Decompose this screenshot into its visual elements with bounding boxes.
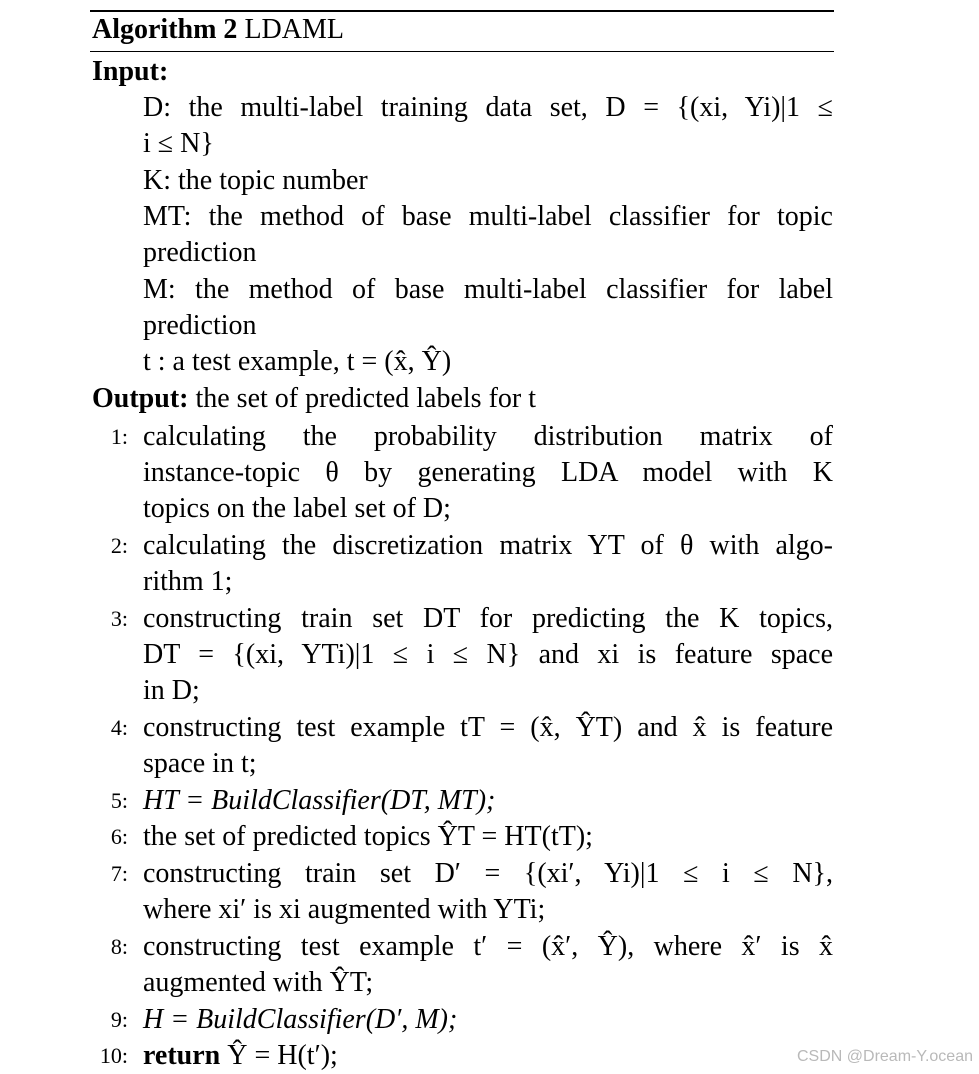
step-number: 8:: [110, 934, 128, 959]
step-number: 7:: [110, 861, 128, 886]
step-number: 6:: [110, 824, 128, 849]
step-line: space in t;: [143, 748, 257, 779]
output-label: Output:: [92, 383, 189, 414]
output-row: [92, 381, 536, 417]
step-line: augmented with ŶT;: [143, 967, 374, 998]
step-number: 5:: [110, 788, 128, 813]
step-number: 3:: [110, 606, 128, 631]
step-number: 9:: [110, 1007, 128, 1032]
step-line: in D;: [143, 675, 200, 706]
step-line: the set of predicted topics ŶT = HT(tT);: [143, 821, 593, 852]
step-line: calculating the probability distribution matrix of: [143, 421, 833, 452]
input-line: MT: the method of base multi-label classifier for topic: [143, 201, 833, 232]
input-line: prediction: [143, 237, 257, 268]
step-line: topics on the label set of D;: [143, 493, 451, 524]
output-text: the set of predicted labels for t: [195, 383, 537, 414]
input-line: prediction: [143, 310, 257, 341]
algorithm-name: LDAML: [244, 14, 344, 45]
input-line: M: the method of base multi-label classifier for label: [143, 274, 833, 305]
step-number: 1:: [110, 424, 128, 449]
algorithm-title: [92, 12, 344, 48]
step-line: HT = BuildClassifier(DT, MT);: [143, 785, 496, 816]
input-line: t : a test example, t = (x̂, Ŷ): [143, 346, 452, 377]
step-line: constructing test example tT = (x̂, ŶT) and x̂ is feature: [143, 712, 833, 743]
return-keyword: return: [143, 1040, 221, 1071]
step-line: DT = {(xi, YTi)|1 ≤ i ≤ N} and xi is feature space: [143, 639, 833, 670]
step-line: constructing train set DT for predicting the K topics,: [143, 603, 833, 634]
step-line: instance-topic θ by generating LDA model with K: [143, 457, 833, 488]
input-line: K: the topic number: [143, 165, 368, 196]
algorithm-label: Algorithm 2: [92, 14, 238, 45]
step-line: [143, 1038, 338, 1074]
input-line: D: the multi-label training data set, D = {(xi, Yi)|1 ≤: [143, 92, 833, 123]
return-expression: Ŷ = H(t′);: [227, 1040, 338, 1071]
step-number: 4:: [110, 715, 128, 740]
step-line: where xi′ is xi augmented with YTi;: [143, 894, 546, 925]
step-number: 2:: [110, 533, 128, 558]
watermark: CSDN @Dream-Y.ocean: [796, 1048, 973, 1065]
step-line: H = BuildClassifier(D′, M);: [143, 1004, 458, 1035]
step-number: 10:: [99, 1043, 128, 1068]
step-line: rithm 1;: [143, 566, 233, 597]
input-line: i ≤ N}: [143, 128, 214, 159]
step-line: constructing train set D′ = {(xi′, Yi)|1 ≤ i ≤ N},: [143, 858, 833, 889]
step-line: constructing test example t′ = (x̂′, Ŷ), where x̂′ is x̂: [143, 931, 833, 962]
step-line: calculating the discretization matrix YT of θ with algo-: [143, 530, 833, 561]
input-label: Input:: [92, 56, 169, 87]
title-rule: [90, 51, 834, 52]
